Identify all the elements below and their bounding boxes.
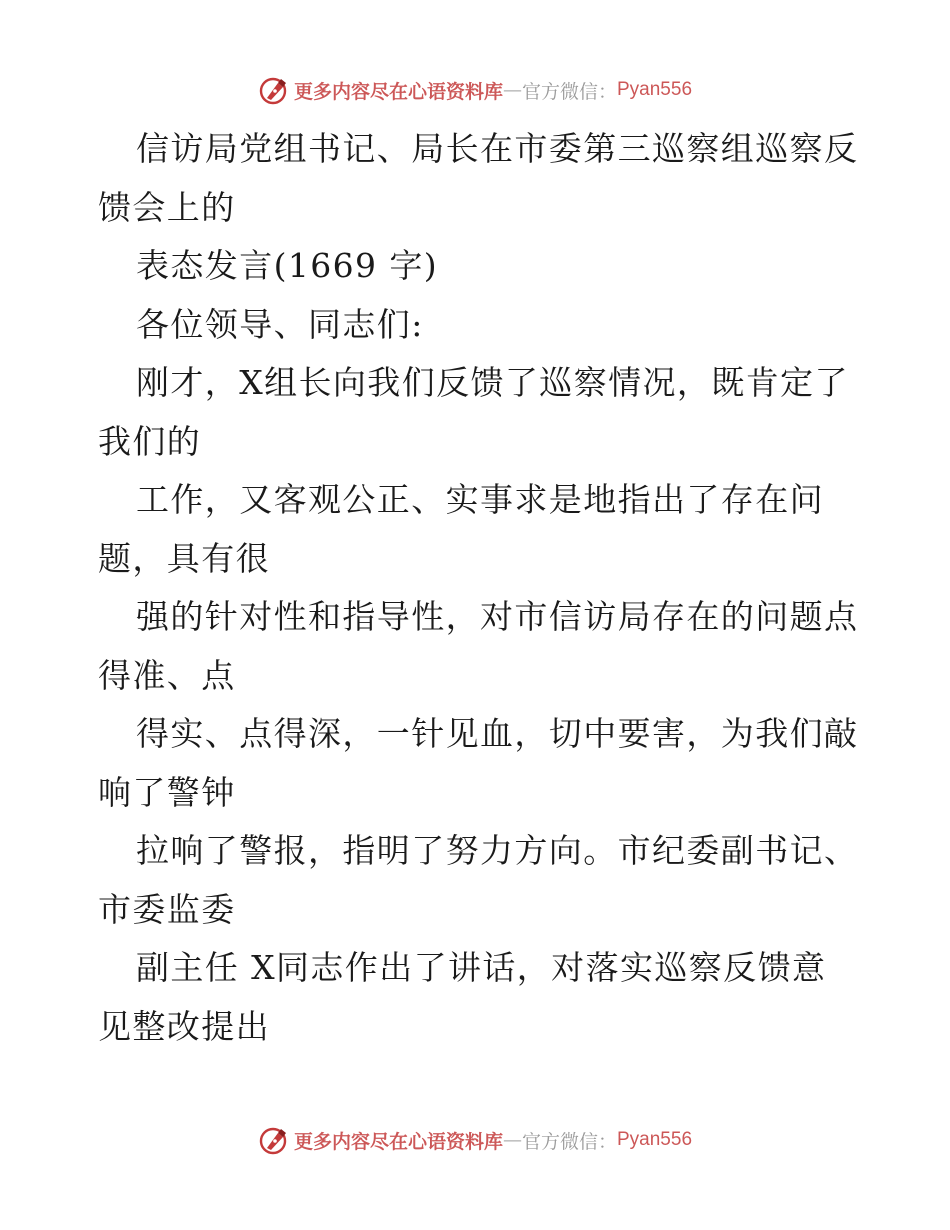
document-line: 市委监委 (98, 889, 236, 929)
document-line: 强的针对性和指导性，对市信访局存在的问题点 (136, 597, 859, 636)
watermark-separator: — (502, 79, 522, 101)
document-line: 副主任 X同志作出了讲话，对落实巡察反馈意 (136, 948, 827, 987)
watermark-footer (0, 1120, 950, 1160)
watermark-brand: 更多内容尽在心语资料库 (293, 1130, 503, 1153)
watermark-brand: 更多内容尽在心语资料库 (293, 80, 503, 103)
watermark-id: Pyan556 (617, 79, 693, 100)
pen-nib-circle-icon (258, 1124, 290, 1156)
document-line: 得实、点得深，一针见血，切中要害，为我们敲 (136, 714, 859, 753)
watermark-id: Pyan556 (617, 1129, 693, 1150)
watermark-header (0, 70, 950, 110)
document-line: 信访局党组书记、局长在市委第三巡察组巡察反 (136, 129, 859, 168)
document-line: 得准、点 (98, 655, 236, 695)
watermark-label: 官方微信： (521, 1130, 617, 1153)
document-line: 表态发言(1669 字) (136, 246, 439, 285)
document-line: 各位领导、同志们: (136, 304, 424, 344)
watermark-separator: — (502, 1129, 522, 1151)
document-line: 工作，又客观公正、实事求是地指出了存在问 (136, 480, 824, 519)
document-line: 响了警钟 (98, 772, 236, 812)
document-body (98, 120, 858, 1056)
document-line: 我们的 (98, 421, 202, 461)
document-line: 题，具有很 (98, 538, 270, 578)
pen-nib-circle-icon (258, 74, 290, 106)
watermark-label: 官方微信： (521, 80, 617, 103)
document-line: 见整改提出 (98, 1006, 270, 1046)
document-line: 馈会上的 (98, 187, 236, 227)
document-line: 拉响了警报，指明了努力方向。市纪委副书记、 (136, 831, 859, 870)
document-line: 刚才，X组长向我们反馈了巡察情况，既肯定了 (136, 363, 849, 402)
